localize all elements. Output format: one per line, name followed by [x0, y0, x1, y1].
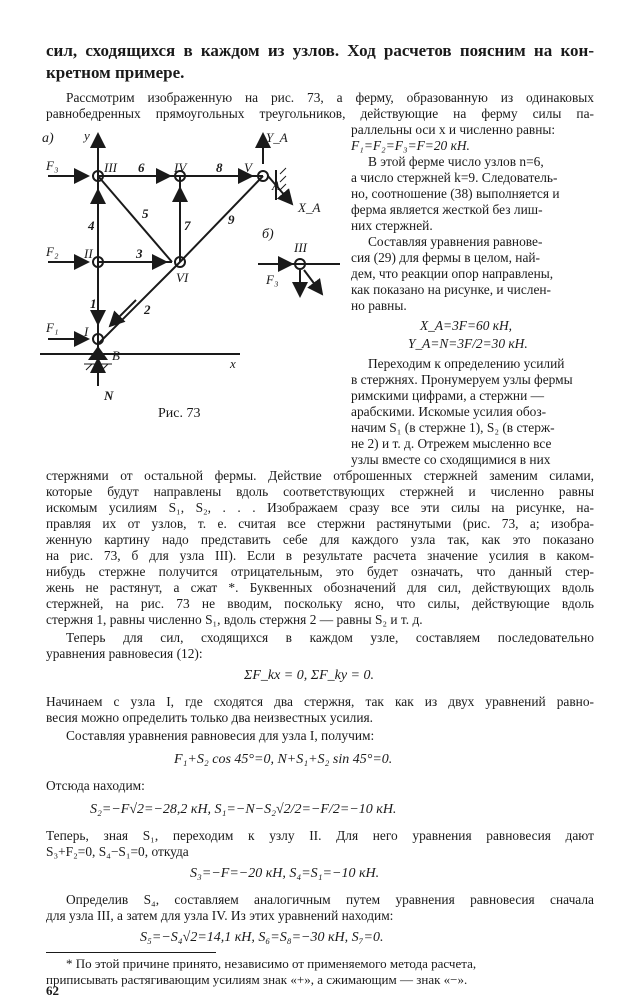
heading-line-1: сил, сходящихся в каждом из узлов. Ход расчетов поясним на кон-	[46, 41, 594, 60]
side-line: раллельны оси x и численно равны:	[351, 122, 556, 137]
node-B-label: B	[112, 348, 120, 363]
axis-x-label: x	[230, 356, 236, 371]
force-F3-b-label: F₃	[266, 272, 279, 287]
bar-2-label: 2	[144, 302, 151, 317]
para-line: Отсюда находим:	[46, 778, 145, 793]
side-line: X_A=3F=60 кН,	[420, 318, 513, 333]
node-II-label: II	[84, 246, 93, 261]
bar-4-label: 4	[88, 218, 95, 233]
para-line: Определив S₄, составляем аналогичным путем уравнения равновесия сначала	[66, 892, 594, 907]
side-line: не 2) и т. д. Отрежем мысленно все	[351, 436, 552, 451]
force-F1-label: F₁	[46, 320, 59, 335]
equation-node-1: F₁+S₂ cos 45°=0, N+S₁+S₂ sin 45°=0.	[174, 752, 393, 767]
body-line: женную картину надо представить себе для каждого узла так, как это показано	[46, 532, 594, 547]
body-line: которые будут направлены вдоль соответствующих стержней и численно равны	[46, 484, 594, 499]
bar-9-label: 9	[228, 212, 235, 227]
para-line: уравнения равновесия (12):	[46, 646, 203, 661]
bar-1-label: 1	[90, 296, 97, 311]
node-VI-label: VI	[176, 270, 189, 285]
page-number: 62	[46, 983, 59, 998]
footnote-line: приписывать растягивающим усилиям знак «+», а сжимающим — знак «−».	[46, 972, 468, 987]
figure-73	[40, 124, 350, 424]
para-line: Составляя уравнения равновесия для узла I, получим:	[66, 728, 375, 743]
side-line: как показано на рисунке, и числен-	[351, 282, 552, 297]
side-line: Y_A=N=3F/2=30 кН.	[408, 336, 528, 351]
label-b: б)	[262, 227, 274, 242]
force-F3-label: F₃	[46, 158, 59, 173]
node-IV-label: IV	[174, 160, 187, 175]
body-line: искомым усилиям S₁, S₂, . . . Изображаем сразу все эти силы на рисунке, на-	[46, 500, 594, 515]
side-line: узлы вместе со сходящимися в них	[351, 452, 551, 467]
body-line: правляя их от узлов, т. е. считая все стержни растянутыми (рис. 73, а; изобра-	[46, 516, 594, 531]
bar-6-label: 6	[138, 160, 145, 175]
equation-s2: S₂=−F√2=−28,2 кН, S₁=−N−S₂√2/2=−F/2=−10 кН.	[90, 802, 397, 817]
node-III-b-label: III	[294, 240, 307, 255]
force-F2-label: F₂	[46, 244, 59, 259]
label-a: а)	[42, 131, 54, 146]
body-line: стержней, на рис. 73 не вводим, поскольку ясно, что силы, действующие вдоль	[46, 596, 594, 611]
equation-sum: ΣF_kx = 0, ΣF_ky = 0.	[244, 668, 374, 683]
node-III-label: III	[104, 160, 117, 175]
para-line: Начинаем с узла I, где сходятся два стержня, так как из двух уравнений равно-	[46, 694, 594, 709]
heading-line-2: кретном примере.	[46, 63, 185, 82]
side-line: них стержней.	[351, 218, 433, 233]
intro-line: равнобедренных прямоугольных треугольников, действующие на ферму силы па-	[46, 106, 594, 121]
body-line: стержня 1, равны численно S₁, вдоль стержня 2 — равны S₂ и т. д.	[46, 612, 423, 627]
bar-9	[180, 176, 263, 262]
para-line: весия можно определить только два неизвестных усилия.	[46, 710, 374, 725]
body-line: стержнями от остальной фермы. Действие отброшенных стержней заменим силами,	[46, 468, 594, 483]
side-line: Составляя уравнения равнове-	[368, 234, 543, 249]
force-XA-label: X_A	[298, 200, 321, 215]
axis-y-label: y	[84, 128, 90, 143]
para-line: Теперь для сил, сходящихся в каждом узле, составляем последовательно	[66, 630, 594, 645]
body-line: жень не растянут, а сжат *. Буквенных обозначений для сил, действующих вдоль	[46, 580, 594, 595]
side-line: начим S₁ (в стержне 1), S₂ (в стерж-	[351, 420, 555, 435]
node-V-label: V	[244, 160, 252, 175]
bar-7-label: 7	[184, 218, 191, 233]
node-I-label: I	[84, 324, 89, 339]
equation-s3: S₃=−F=−20 кН, S₄=S₁=−10 кН.	[190, 866, 380, 881]
bar-5-label: 5	[142, 206, 149, 221]
side-line: дем, что реакции опор направлены,	[351, 266, 554, 281]
side-line: сия (29) для фермы в целом, най-	[351, 250, 541, 265]
figure-caption: Рис. 73	[158, 406, 201, 421]
para-line: для узла III, а затем для узла IV. Из этих уравнений находим:	[46, 908, 394, 923]
para-line: S₃+F₂=0, S₄−S₁=0, откуда	[46, 844, 189, 859]
footnote-line: * По этой причине принято, независимо от применяемого метода расчета,	[66, 956, 477, 971]
side-line: в стержнях. Пронумеруем узлы фермы	[351, 372, 573, 387]
node-A-label: A	[272, 178, 280, 193]
body-line: на рис. 73, б для узла III). Если в результате расчета значение усилия в каком-	[46, 548, 594, 563]
equation-s5: S₅=−S₄√2=14,1 кН, S₆=S₈=−30 кН, S₇=0.	[140, 930, 384, 945]
side-line: а число стержней k=9. Следователь-	[351, 170, 558, 185]
force-YA-label: Y_A	[266, 130, 288, 145]
side-line: римскими цифрами, а стержни —	[351, 388, 544, 403]
side-line: но, соотношение (38) выполняется и	[351, 186, 560, 201]
side-line: В этой ферме число узлов n=6,	[368, 154, 544, 169]
bar-3-label: 3	[136, 246, 143, 261]
force-N-label: N	[104, 388, 114, 403]
body-line: нибудь стержне получится отрицательным, это будет означать, что данный стер-	[46, 564, 594, 579]
side-line: арабскими. Искомые усилия обоз-	[351, 404, 547, 419]
intro-line: Рассмотрим изображенную на рис. 73, а ферму, образованную из одинаковых	[66, 90, 594, 105]
para-line: Теперь, зная S₁, переходим к узлу II. Для него уравнения равновесия дают	[46, 828, 594, 843]
side-line: но равны.	[351, 298, 407, 313]
side-line: F₁=F₂=F₃=F=20 кН.	[351, 138, 470, 153]
side-line: Переходим к определению усилий	[368, 356, 565, 371]
side-line: ферма является жесткой без лиш-	[351, 202, 543, 217]
bar-5	[98, 176, 172, 262]
bar-2	[98, 262, 180, 344]
bar-8-label: 8	[216, 160, 223, 175]
footnote-rule	[46, 952, 216, 953]
